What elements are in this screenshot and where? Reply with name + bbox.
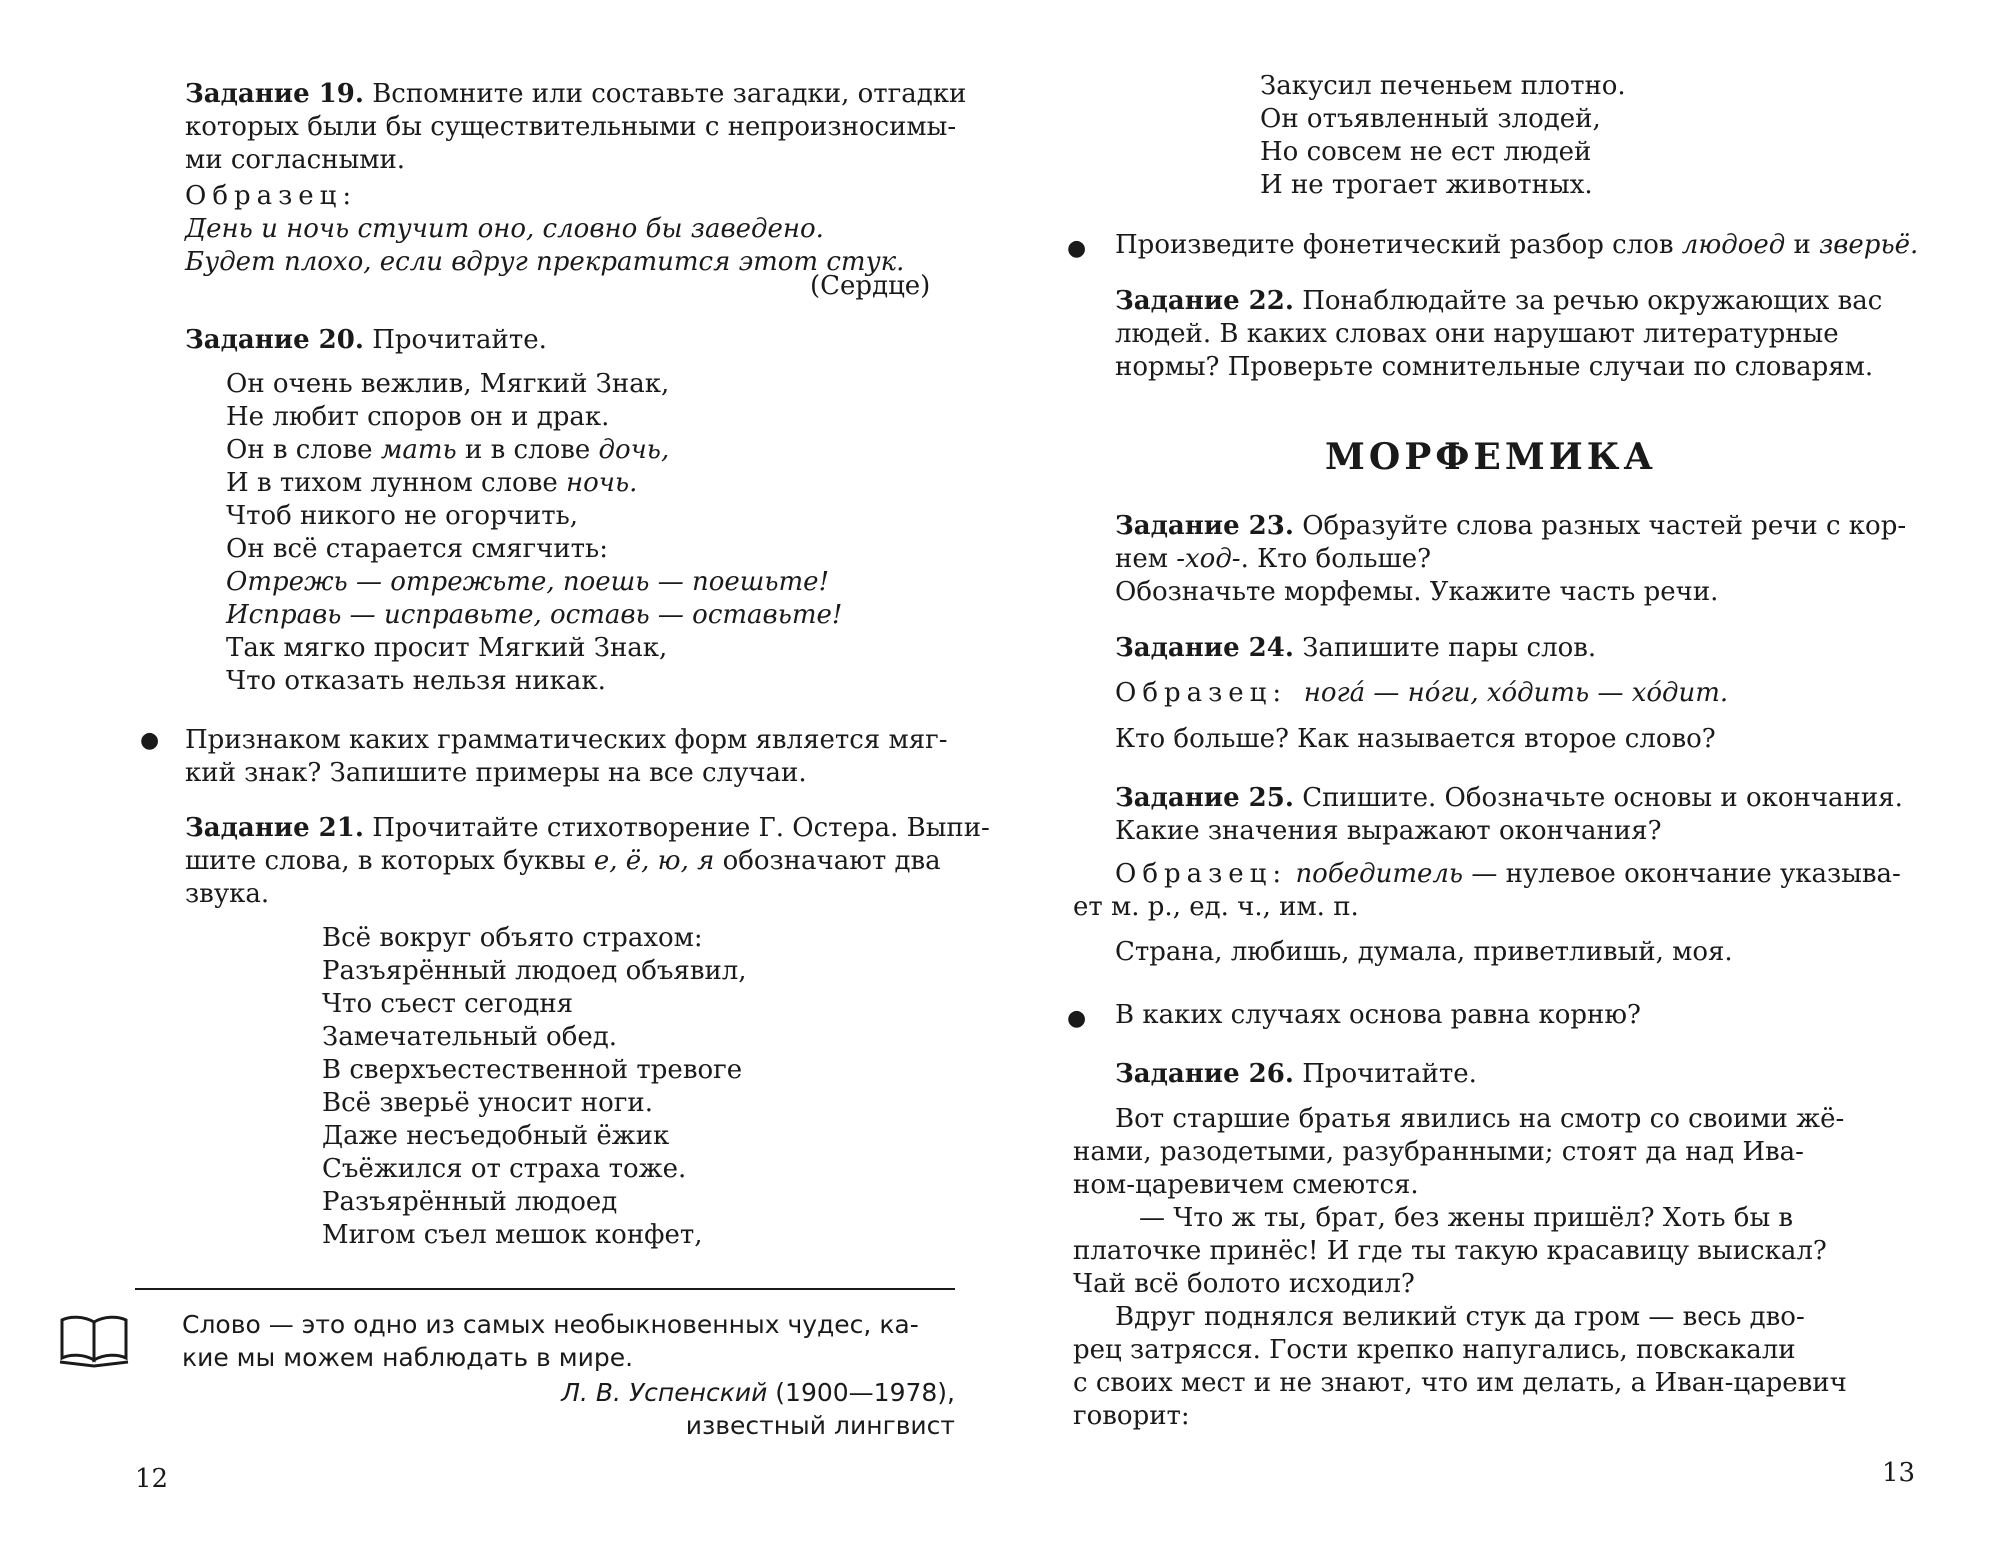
divider bbox=[135, 1288, 955, 1290]
task-label: Задание 22. bbox=[1115, 286, 1294, 316]
poem-soft-sign: Он очень вежлив, Мягкий Знак, Не любит споров он и драк. Он в слове мать и в слове дочь, И в тихом лунном слове ночь. Чтоб никого не огорчить, Он всё старается смягчить: Отрежь — отрежьте, поешь — поешьте! Исправь — исправьте, оставь — оставьте! Так мягко просит Мягкий Знак, Что отказать нельзя никак. bbox=[226, 369, 843, 696]
task-label: Задание 24. bbox=[1115, 633, 1294, 663]
open-book-icon bbox=[58, 1312, 130, 1372]
bullet-icon: ● bbox=[1067, 1006, 1087, 1031]
bullet-question-3: В каких случаях основа равна корню? bbox=[1115, 1000, 1641, 1030]
bullet-question-1: Признаком каких грамматических форм является мяг- кий знак? Запишите примеры на все случаи. bbox=[185, 725, 948, 788]
task-label: Задание 26. bbox=[1115, 1059, 1294, 1089]
page-number-right: 13 bbox=[1882, 1458, 1916, 1488]
task-22: Задание 22. Понаблюдайте за речью окружающих вас людей. В каких словах они нарушают литературные нормы? Проверьте сомнительные случаи по словарям. bbox=[1115, 286, 1883, 382]
poem-ogre-continued: Закусил печеньем плотно. Он отъявленный злодей, Но совсем не ест людей И не трогает животных. bbox=[1260, 71, 1626, 200]
task-26: Задание 26. Прочитайте. bbox=[1115, 1059, 1477, 1089]
task-21: Задание 21. Прочитайте стихотворение Г. Остера. Выпи- шите слова, в которых буквы е, ё, ю, я обозначают два звука. bbox=[185, 813, 990, 909]
sample-label: Образец: bbox=[1115, 678, 1288, 708]
task-24-question: Кто больше? Как называется второе слово? bbox=[1115, 724, 1716, 754]
task-19-sample: Образец: День и ночь стучит оно, словно бы заведено. Будет плохо, если вдруг прекратится этот стук. bbox=[185, 181, 905, 277]
riddle-answer: (Сердце) bbox=[810, 271, 931, 301]
task-24-sample: Образец: ногá — нóги, хóдить — хóдит. bbox=[1115, 678, 1729, 708]
task-label: Задание 23. bbox=[1115, 511, 1294, 541]
task-label: Задание 19. bbox=[185, 79, 364, 109]
task-25: Задание 25. Спишите. Обозначьте основы и окончания. Какие значения выражают окончания? bbox=[1115, 783, 1903, 846]
page-number-left: 12 bbox=[135, 1464, 169, 1494]
section-title: МОРФЕМИКА bbox=[1325, 436, 1657, 478]
poem-ogre: Всё вокруг объято страхом: Разъярённый людоед объявил, Что съест сегодня Замечательный обед. В сверхъестественной тревоге Всё зверьё уносит ноги. Даже несъедобный ёжик Съёжился от страха тоже. Разъярённый людоед Мигом съел мешок конфет, bbox=[322, 923, 747, 1250]
quote: Слово — это одно из самых необыкновенных чудес, ка- кие мы можем наблюдать в мире. bbox=[182, 1310, 919, 1372]
task-25-words: Страна, любишь, думала, приветливый, моя. bbox=[1115, 937, 1733, 967]
fairy-tale-excerpt: Вот старшие братья явились на смотр со своими жё- нами, разодетыми, разубранными; стоят да над Ива- ном-царевичем смеются. — Что ж ты, брат, без жены пришёл? Хоть бы в платочке принёс! И где ты такую красавицу выискал? Чай всё болото исходил? Вдруг поднялся великий стук да гром — весь дво- рец затрясся. Гости крепко напугались, повскакали с своих мест и не знают, что им делать, а Иван-царевич говорит: bbox=[1073, 1104, 1847, 1431]
task-25-sample: Образец: победитель — нулевое окончание указыва- bbox=[1115, 859, 1901, 889]
bullet-question-2: Произведите фонетический разбор слов людоед и зверьё. bbox=[1115, 230, 1919, 260]
right-page bbox=[1000, 0, 2000, 1557]
sample-label: Образец: bbox=[185, 181, 358, 211]
bullet-icon: ● bbox=[140, 728, 160, 753]
task-label: Задание 25. bbox=[1115, 783, 1294, 813]
task-label: Задание 20. bbox=[185, 325, 364, 355]
bullet-icon: ● bbox=[1067, 236, 1087, 261]
task-19: Задание 19. Вспомните или составьте загадки, отгадки которых были бы существительными с непроизносимы- ми согласными. bbox=[185, 79, 967, 175]
task-label: Задание 21. bbox=[185, 813, 364, 843]
task-24: Задание 24. Запишите пары слов. bbox=[1115, 633, 1597, 663]
sample-label: Образец: bbox=[1115, 859, 1288, 889]
task-20: Задание 20. Прочитайте. bbox=[185, 325, 547, 355]
task-25-sample-cont: ет м. р., ед. ч., им. п. bbox=[1073, 892, 1359, 922]
quote-author: Л. В. Успенский (1900—1978), известный лингвист bbox=[561, 1378, 955, 1440]
task-23: Задание 23. Образуйте слова разных частей речи с кор- нем -ход-. Кто больше? Обозначьте морфемы. Укажите часть речи. bbox=[1115, 511, 1907, 607]
